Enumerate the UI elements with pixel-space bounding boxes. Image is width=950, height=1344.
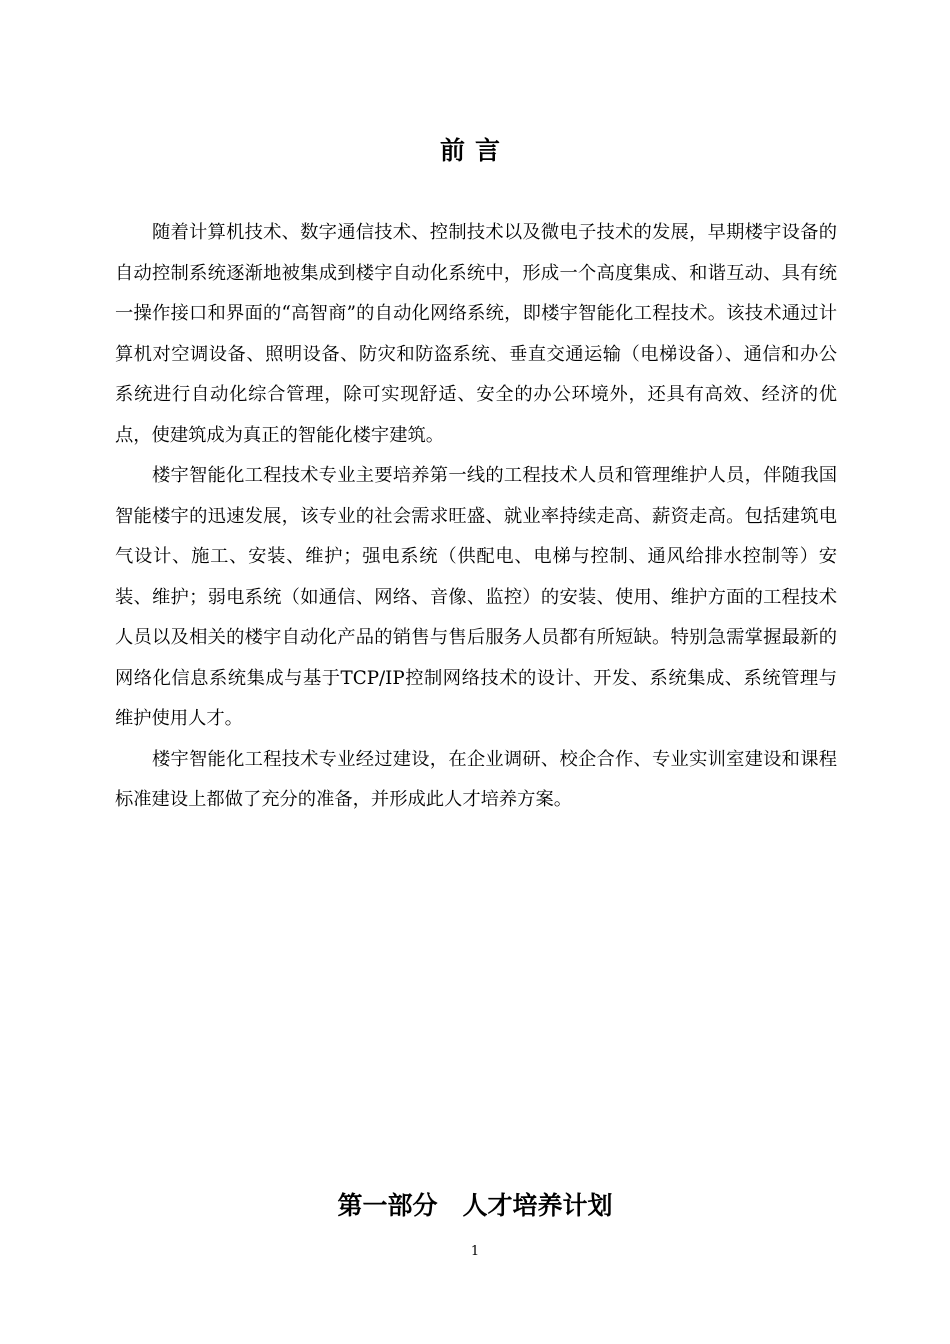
preface-paragraph-2: 楼宇智能化工程技术专业主要培养第一线的工程技术人员和管理维护人员，伴随我国智能楼宇的迅速发展，该专业的社会需求旺盛、就业率持续走高、薪资走高。包括建筑电气设计、施工、安装、维护；强电系统（供配电、电梯与控制、通风给排水控制等）安装、维护；弱电系统（如通信、网络、音像、监控）的安装、使用、维护方面的工程技术人员以及相关的楼宇自动化产品的销售与售后服务人员都有所短缺。特别急需掌握最新的网络化信息系统集成与基于TCP/IP控制网络技术的设计、开发、系统集成、系统管理与维护使用人才。: [115, 465, 837, 729]
preface-title: 前言: [439, 136, 510, 165]
preface-paragraph-1: 随着计算机技术、数字通信技术、控制技术以及微电子技术的发展，早期楼宇设备的自动控制系统逐渐地被集成到楼宇自动化系统中，形成一个高度集成、和谐互动、具有统一操作接口和界面的“高智商”的自动化网络系统，即楼宇智能化工程技术。该技术通过计算机对空调设备、照明设备、防灾和防盗系统、垂直交通运输（电梯设备）、通信和办公系统进行自动化综合管理，除可实现舒适、安全的办公环境外，还具有高效、经济的优点，使建筑成为真正的智能化楼宇建筑。: [115, 222, 837, 446]
page-number: 1: [470, 1244, 480, 1259]
section-title: 第一部分 人才培养计划: [337, 1191, 613, 1220]
preface-paragraph-3: 楼宇智能化工程技术专业经过建设，在企业调研、校企合作、专业实训室建设和课程标准建设上都做了充分的准备，并形成此人才培养方案。: [115, 748, 837, 810]
preface-body: [115, 213, 837, 821]
